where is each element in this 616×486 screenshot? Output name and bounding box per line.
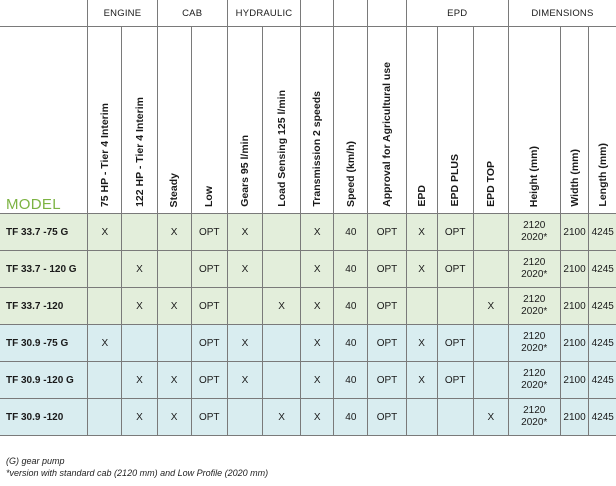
group-header-model: [0, 0, 88, 27]
height-cell: [508, 362, 560, 399]
column-header: [508, 27, 560, 214]
table-cell: [262, 325, 300, 362]
table-cell: 4245: [589, 214, 616, 251]
table-cell: [122, 214, 157, 251]
column-header: [301, 27, 334, 214]
table-cell: X: [406, 251, 437, 288]
table-cell: [157, 251, 191, 288]
height-value: 2020*: [521, 232, 548, 243]
table-cell: [473, 214, 508, 251]
table-cell: [122, 325, 157, 362]
table-cell: X: [157, 288, 191, 325]
height-value: 2020*: [521, 306, 548, 317]
table-cell: OPT: [191, 325, 227, 362]
column-header-label: Steady: [168, 172, 181, 207]
table-cell: OPT: [437, 362, 473, 399]
column-header: [334, 27, 368, 214]
column-header-label: Approval for Agricultural use: [380, 62, 393, 207]
table-cell: 4245: [589, 399, 616, 436]
group-header-transmission: [301, 0, 334, 27]
column-header-label: EPD TOP: [484, 161, 497, 207]
table-cell: 4245: [589, 325, 616, 362]
height-cell: [508, 288, 560, 325]
height-value: 2020*: [521, 269, 548, 280]
table-cell: OPT: [191, 362, 227, 399]
table-cell: 40: [334, 399, 368, 436]
table-cell: X: [301, 399, 334, 436]
table-cell: OPT: [368, 362, 406, 399]
height-value: 2020*: [521, 380, 548, 391]
table-cell: [473, 325, 508, 362]
group-header-engine: ENGINE: [88, 0, 157, 27]
table-cell: X: [473, 399, 508, 436]
table-cell: [262, 214, 300, 251]
table-cell: 40: [334, 362, 368, 399]
table-cell: X: [157, 362, 191, 399]
model-cell: TF 33.7 -75 G: [0, 214, 88, 251]
column-header-label: Gears 95 l/min: [238, 135, 251, 207]
table-cell: X: [406, 214, 437, 251]
table-cell: 2100: [560, 214, 589, 251]
column-header: [368, 27, 406, 214]
table-cell: 2100: [560, 251, 589, 288]
height-value: 2120: [523, 294, 546, 305]
table-cell: [157, 325, 191, 362]
column-header-label: Load Sensing 125 l/min: [275, 90, 288, 207]
model-cell: TF 30.9 -120 G: [0, 362, 88, 399]
column-header-label: 122 HP - Tier 4 Interim: [133, 97, 146, 207]
table-row: [0, 214, 616, 251]
table-cell: 40: [334, 325, 368, 362]
table-cell: X: [301, 288, 334, 325]
table-cell: X: [122, 288, 157, 325]
table-cell: [88, 399, 122, 436]
table-cell: OPT: [191, 251, 227, 288]
table-row: [0, 399, 616, 436]
table-cell: OPT: [437, 214, 473, 251]
table-cell: X: [157, 399, 191, 436]
table-cell: X: [227, 251, 262, 288]
height-value: 2120: [523, 368, 546, 379]
table-cell: X: [227, 325, 262, 362]
height-value: 2120: [523, 405, 546, 416]
footnote-gear-pump: (G) gear pump: [6, 456, 65, 466]
column-header: [122, 27, 157, 214]
column-header: [191, 27, 227, 214]
table-cell: X: [88, 325, 122, 362]
table-cell: X: [262, 288, 300, 325]
table-cell: 2100: [560, 399, 589, 436]
table-cell: X: [262, 399, 300, 436]
column-header: [589, 27, 616, 214]
table-cell: X: [301, 214, 334, 251]
model-cell: TF 30.9 -75 G: [0, 325, 88, 362]
group-header-cab: CAB: [157, 0, 227, 27]
column-header: [227, 27, 262, 214]
column-header-label: Low: [203, 186, 216, 207]
column-header-label: Width (mm): [568, 149, 581, 207]
table-cell: OPT: [191, 288, 227, 325]
table-cell: 2100: [560, 325, 589, 362]
table-cell: X: [406, 362, 437, 399]
table-cell: OPT: [191, 399, 227, 436]
model-cell: TF 33.7 - 120 G: [0, 251, 88, 288]
table-cell: 2100: [560, 288, 589, 325]
table-cell: 40: [334, 288, 368, 325]
table-cell: OPT: [368, 399, 406, 436]
group-header-dimensions: DIMENSIONS: [508, 0, 616, 27]
table-cell: [227, 399, 262, 436]
table-cell: OPT: [368, 325, 406, 362]
table-cell: X: [227, 362, 262, 399]
table-cell: [262, 362, 300, 399]
table-cell: X: [157, 214, 191, 251]
column-header: [262, 27, 300, 214]
group-header-hydraulic: HYDRAULIC: [227, 0, 300, 27]
height-value: 2020*: [521, 343, 548, 354]
table-row: [0, 251, 616, 288]
height-value: 2120: [523, 257, 546, 268]
table-cell: OPT: [368, 288, 406, 325]
footnotes: [6, 455, 268, 479]
column-header-label: EPD: [415, 185, 428, 207]
column-header: [88, 27, 122, 214]
table-cell: OPT: [437, 325, 473, 362]
table-cell: [88, 251, 122, 288]
table-cell: [473, 362, 508, 399]
height-value: 2020*: [521, 417, 548, 428]
group-header-row: [0, 0, 616, 27]
table-cell: OPT: [437, 251, 473, 288]
table-cell: [473, 251, 508, 288]
footnote-cab-version: *version with standard cab (2120 mm) and Low Profile (2020 mm): [6, 468, 269, 478]
column-header-label: Length (mm): [596, 143, 609, 207]
table-cell: OPT: [191, 214, 227, 251]
table-cell: X: [301, 251, 334, 288]
column-header-label: EPD PLUS: [449, 154, 462, 207]
column-header-row: [0, 27, 616, 214]
table-cell: X: [301, 325, 334, 362]
height-value: 2120: [523, 220, 546, 231]
table-cell: X: [301, 362, 334, 399]
column-header: [560, 27, 589, 214]
column-header: [406, 27, 437, 214]
table-cell: [406, 399, 437, 436]
table-cell: 4245: [589, 288, 616, 325]
table-cell: X: [122, 399, 157, 436]
height-value: 2120: [523, 331, 546, 342]
table-row: [0, 288, 616, 325]
table-cell: 4245: [589, 362, 616, 399]
height-cell: [508, 214, 560, 251]
model-cell: TF 30.9 -120: [0, 399, 88, 436]
table-body: [0, 214, 616, 436]
table-cell: [88, 362, 122, 399]
column-header-label: 75 HP - Tier 4 Interim: [98, 102, 111, 207]
table-cell: [406, 288, 437, 325]
table-row: [0, 362, 616, 399]
table-cell: 2100: [560, 362, 589, 399]
table-cell: [437, 288, 473, 325]
table-cell: OPT: [368, 214, 406, 251]
column-header: [437, 27, 473, 214]
table-row: [0, 325, 616, 362]
group-header-epd: EPD: [406, 0, 508, 27]
table-cell: 40: [334, 251, 368, 288]
height-cell: [508, 399, 560, 436]
table-cell: X: [122, 362, 157, 399]
model-cell: TF 33.7 -120: [0, 288, 88, 325]
group-header-speed: [334, 0, 368, 27]
table-cell: X: [88, 214, 122, 251]
column-header-label: Speed (km/h): [344, 141, 357, 207]
table-cell: 4245: [589, 251, 616, 288]
model-column-label: MODEL: [0, 27, 88, 214]
column-header: [473, 27, 508, 214]
column-header-label: Transmission 2 speeds: [311, 91, 324, 207]
table-cell: X: [122, 251, 157, 288]
table-cell: X: [406, 325, 437, 362]
height-cell: [508, 251, 560, 288]
height-cell: [508, 325, 560, 362]
column-header-label: Height (mm): [528, 145, 541, 207]
table-cell: [227, 288, 262, 325]
table-cell: [437, 399, 473, 436]
table-cell: X: [473, 288, 508, 325]
table-cell: X: [227, 214, 262, 251]
table-cell: [88, 288, 122, 325]
group-header-approval: [368, 0, 406, 27]
table-cell: OPT: [368, 251, 406, 288]
column-header: [157, 27, 191, 214]
table-cell: 40: [334, 214, 368, 251]
table-cell: [262, 251, 300, 288]
